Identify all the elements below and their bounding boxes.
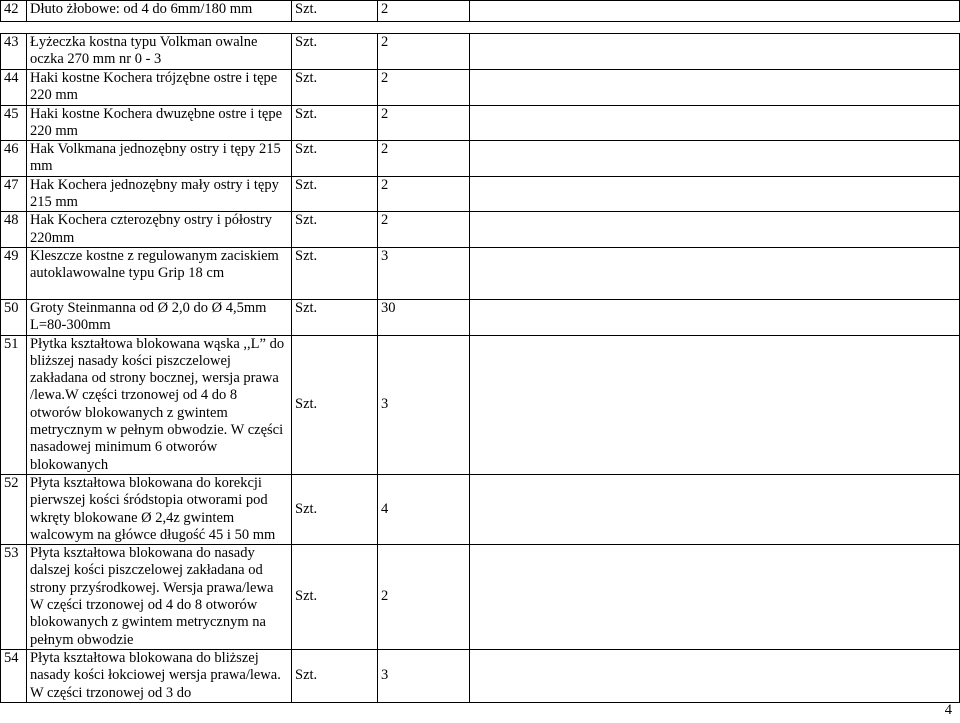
row-empty-cell <box>470 176 960 212</box>
row-number: 53 <box>1 545 27 650</box>
row-unit: Szt. <box>292 141 378 177</box>
row-empty-cell <box>470 34 960 70</box>
table-row <box>1 105 960 141</box>
row-description: Dłuto żłobowe: od 4 do 6mm/180 mm <box>27 1 292 22</box>
row-number: 54 <box>1 649 27 702</box>
row-unit: Szt. <box>292 335 378 474</box>
row-quantity: 2 <box>378 212 470 248</box>
row-empty-cell <box>470 69 960 105</box>
row-description: Płyta kształtowa blokowana do bliższej nasady kości łokciowej wersja prawa/lewa. W części trzonowej od 3 do <box>27 649 292 702</box>
row-unit: Szt. <box>292 474 378 544</box>
row-quantity: 2 <box>378 34 470 70</box>
items-table-body <box>1 1 960 703</box>
row-unit: Szt. <box>292 212 378 248</box>
row-quantity: 2 <box>378 545 470 650</box>
row-description: Groty Steinmanna od Ø 2,0 do Ø 4,5mm L=80-300mm <box>27 299 292 335</box>
row-empty-cell <box>470 545 960 650</box>
row-number: 42 <box>1 1 27 22</box>
row-quantity: 3 <box>378 649 470 702</box>
row-quantity: 3 <box>378 247 470 299</box>
row-quantity: 4 <box>378 474 470 544</box>
row-quantity: 2 <box>378 69 470 105</box>
table-row <box>1 649 960 702</box>
row-empty-cell <box>470 474 960 544</box>
row-quantity: 3 <box>378 335 470 474</box>
row-number: 49 <box>1 247 27 299</box>
row-number: 48 <box>1 212 27 248</box>
row-quantity: 2 <box>378 176 470 212</box>
table-row <box>1 247 960 299</box>
row-unit: Szt. <box>292 69 378 105</box>
row-empty-cell <box>470 335 960 474</box>
table-row <box>1 141 960 177</box>
row-unit: Szt. <box>292 299 378 335</box>
row-quantity: 2 <box>378 1 470 22</box>
row-empty-cell <box>470 299 960 335</box>
row-unit: Szt. <box>292 545 378 650</box>
row-number: 45 <box>1 105 27 141</box>
row-empty-cell <box>470 247 960 299</box>
row-unit: Szt. <box>292 649 378 702</box>
row-empty-cell <box>470 105 960 141</box>
row-empty-cell <box>470 649 960 702</box>
row-unit: Szt. <box>292 247 378 299</box>
row-unit: Szt. <box>292 176 378 212</box>
table-row <box>1 545 960 650</box>
row-number: 46 <box>1 141 27 177</box>
row-quantity: 2 <box>378 141 470 177</box>
row-number: 43 <box>1 34 27 70</box>
row-description: Hak Kochera czterozębny ostry i półostry 220mm <box>27 212 292 248</box>
table-row <box>1 212 960 248</box>
row-empty-cell <box>470 212 960 248</box>
row-description: Hak Kochera jednozębny mały ostry i tępy 215 mm <box>27 176 292 212</box>
table-row <box>1 1 960 22</box>
table-row <box>1 69 960 105</box>
table-row <box>1 299 960 335</box>
row-unit: Szt. <box>292 105 378 141</box>
row-number: 50 <box>1 299 27 335</box>
table-row <box>1 176 960 212</box>
row-description: Płytka kształtowa blokowana wąska ,,L” do bliższej nasady kości piszczelowej zakładana od strony bocznej, wersja prawa /lewa.W części trzonowej od 4 do 8 otworów blokowanych z gwintem metrycznym w pełnym obwodzie. W części nasadowej minimum 6 otworów blokowanych <box>27 335 292 474</box>
row-description: Haki kostne Kochera dwuzębne ostre i tępe 220 mm <box>27 105 292 141</box>
page-number: 4 <box>944 702 952 718</box>
row-number: 47 <box>1 176 27 212</box>
row-number: 51 <box>1 335 27 474</box>
row-empty-cell <box>470 1 960 22</box>
row-unit: Szt. <box>292 34 378 70</box>
row-description: Kleszcze kostne z regulowanym zaciskiem autoklawowalne typu Grip 18 cm <box>27 247 292 299</box>
row-number: 52 <box>1 474 27 544</box>
table-row <box>1 335 960 474</box>
row-description: Płyta kształtowa blokowana do nasady dalszej kości piszczelowej zakładana od strony przyśrodkowej. Wersja prawa/lewa W części trzonowej od 4 do 8 otworów blokowanych z gwintem metrycznym na pełnym obwodzie <box>27 545 292 650</box>
row-description: Hak Volkmana jednozębny ostry i tępy 215 mm <box>27 141 292 177</box>
table-gap <box>1 22 960 34</box>
table-row <box>1 34 960 70</box>
row-number: 44 <box>1 69 27 105</box>
row-description: Płyta kształtowa blokowana do korekcji pierwszej kości śródstopia otworami pod wkręty blokowane Ø 2,4z gwintem walcowym na główce długość 45 i 50 mm <box>27 474 292 544</box>
row-description: Łyżeczka kostna typu Volkman owalne oczka 270 mm nr 0 - 3 <box>27 34 292 70</box>
table-row <box>1 474 960 544</box>
row-empty-cell <box>470 141 960 177</box>
row-quantity: 30 <box>378 299 470 335</box>
row-unit: Szt. <box>292 1 378 22</box>
row-quantity: 2 <box>378 105 470 141</box>
row-description: Haki kostne Kochera trójzębne ostre i tępe 220 mm <box>27 69 292 105</box>
